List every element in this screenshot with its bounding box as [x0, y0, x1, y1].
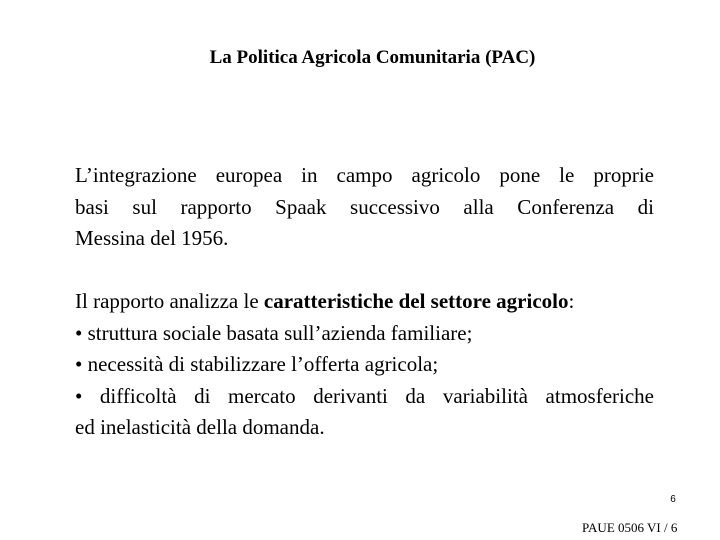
bullet-item: • difficoltà di mercato derivanti da variabilità atmosferiche: [75, 383, 654, 408]
analysis-intro-bold: caratteristiche del settore agricolo: [263, 289, 569, 313]
analysis-intro-line: [75, 286, 654, 318]
intro-line-1: L’integrazione europea in campo agricolo pone le proprie: [75, 163, 654, 187]
intro-paragraph: [75, 160, 654, 255]
bullet-continuation: ed inelasticità della domanda.: [75, 415, 325, 439]
footer-code: PAUE 0506 VI / 6: [582, 520, 678, 535]
page-number: 6: [670, 494, 676, 505]
intro-line-2: basi sul rapporto Spaak successivo alla Conferenza di: [75, 194, 654, 219]
analysis-paragraph: [75, 286, 654, 444]
analysis-intro-suffix: :: [568, 289, 575, 313]
bullet-item: • struttura sociale basata sull’azienda familiare;: [75, 320, 473, 345]
bullet-item: • necessità di stabilizzare l’offerta agricola;: [75, 352, 439, 376]
intro-line-3: Messina del 1956.: [75, 226, 229, 250]
slide-title: La Politica Agricola Comunitaria (PAC): [209, 47, 536, 68]
analysis-intro-prefix: Il rapporto analizza le: [75, 289, 264, 313]
